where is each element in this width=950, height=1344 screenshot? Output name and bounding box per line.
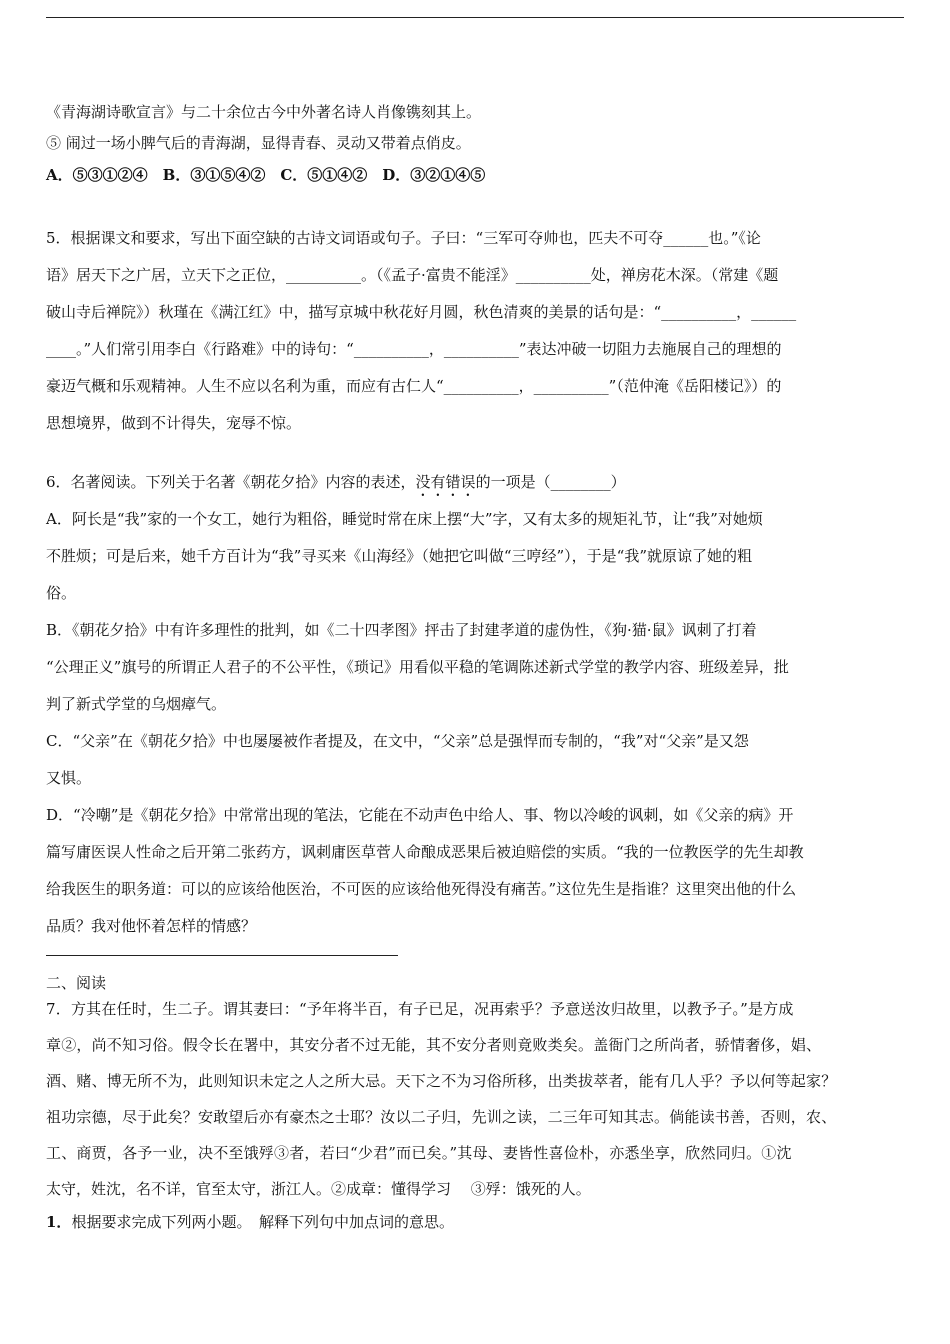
q6-option-a-cont: 不胜烦；可是后来，她千方百计为“我”寻买来《山海经》（她把它叫做“三哼经”），于是“我”就原谅了她的粗 [46,547,753,565]
q6-option-c-cont: 又惧。 [46,769,92,787]
q6-option-b-cont: 判了新式学堂的乌烟瘴气。 [46,695,227,713]
q6-option-b: B．《朝花夕拾》中有许多理性的批判，如《二十四孝图》抨击了封建孝道的虚伪性，《狗·猫·鼠》讽刺了打着 [46,621,757,639]
section-heading: 二、阅读 [46,974,107,992]
q6-option-a: A．阿长是“我”家的一个女工，她行为粗俗，睡觉时常在床上摆“大”字，又有太多的规矩礼节，让“我”对她烦 [46,510,763,528]
q6-option-d: D．“冷嘲”是《朝花夕拾》中常常出现的笔法，它能在不动声色中给人、事、物以冷峻的讽刺，如《父亲的病》开 [46,806,794,824]
q6-option-c: C．“父亲”在《朝花夕拾》中也屡屡被作者提及，在文中，“父亲”总是强悍而专制的，“我”对“父亲”是又怨 [46,732,749,750]
q5-line: 破山寺后禅院》）秋瑾在《满江红》中，描写京城中秋花好月圆，秋色清爽的美景的话句是：“__________，______ [46,303,797,321]
q6-stem-after: 的一项是（________） [475,473,626,491]
passage-line: 祖功宗德，尽于此矣？安敢望后亦有豪杰之士耶？汝以二子归，先训之读，二三年可知其志。倘能读书善，否则，农、 [46,1108,837,1126]
q6-option-a-cont: 俗。 [46,584,77,602]
q6-option-b-cont: “公理正义”旗号的所谓正人君子的不公平性，《琐记》用看似平稳的笔调陈述新式学堂的教学内容、班级差异，批 [46,658,789,676]
q5-line: 豪迈气概和乐观精神。人生不应以名利为重，而应有古仁人“__________，__________”（范仲淹《岳阳楼记》）的 [46,377,782,395]
q4-options: A．⑤③①②④ B．③①⑤④② C．⑤①④② D．③②①④⑤ [46,166,486,184]
q6-option-d-cont: 篇写庸医误人性命之后开第二张药方，讽刺庸医草菅人命酿成恶果后被迫赔偿的实质。“我的一位教医学的先生却教 [46,843,804,861]
q4-sentence-5: ⑤ 闹过一场小脾气后的青海湖，显得青春、灵动又带着点俏皮。 [46,134,471,152]
header-rule [46,17,904,18]
sub-question-number: 1． [46,1213,72,1231]
sub-question [46,1212,906,1232]
passage-line: 章②，尚不知习俗。假令长在署中，其安分者不过无能，其不安分者则竟败类矣。盖衙门之所尚者，骄情奢侈，娼、 [46,1036,822,1054]
passage-line: 7．方其在任时，生二子。谓其妻曰：“予年将半百，有子已足，况再索乎？予意送汝归故里，以教予子。”是方成 [46,1000,794,1018]
q6-stem [46,472,906,492]
answer-line [46,955,398,956]
q6-stem-before: 6．名著阅读。下列关于名著《朝花夕拾》内容的表述， [46,473,416,491]
q6-stem-emphasis: 没有错误 [415,473,476,491]
question-4-tail [46,102,906,185]
q5-line: 思想境界，做到不计得失，宠辱不惊。 [46,414,302,432]
classical-passage [46,999,906,1163]
section-reading [46,973,906,1232]
passage-line: 工、商贾，各予一业，决不至饿殍③者，若曰“少君”而已矣。”其母、妻皆性喜俭朴，亦悉坐享，欣然同归。①沈 [46,1144,792,1162]
q4-text-line: 《青海湖诗歌宣言》与二十余位古今中外著名诗人肖像镌刻其上。 [46,103,482,121]
q5-line: 5．根据课文和要求，写出下面空缺的古诗文词语或句子。子曰：“三军可夺帅也，匹夫不可夺______也。”《论 [46,229,761,247]
passage-line: 酒、赌、博无所不为，此则知识未定之人之所大忌。天下之不为习俗所移，出类拔萃者，能有几人乎？予以何等起家？ [46,1072,837,1090]
sub-question-text: 根据要求完成下列两小题。 解释下列句中加点词的意思。 [71,1213,454,1231]
q5-line: 语》居天下之广居，立天下之正位，__________。（《孟子·富贵不能淫》__________处，禅房花木深。（常建《题 [46,266,779,284]
q5-line: ____。”人们常引用李白《行路难》中的诗句：“__________，__________”表达冲破一切阻力去施展自己的理想的 [46,340,782,358]
q6-option-d-cont: 品质？我对他怀着怎样的情感？ [46,917,257,935]
q6-option-d-cont: 给我医生的职务道：可以的应该给他医治，不可医的应该给他死得没有痛苦。”这位先生是指谁？这里突出他的什么 [46,880,797,898]
passage-notes: 太守，姓沈，名不详，官至太守，浙江人。②成章：懂得学习 ③殍：饿死的人。 [46,1180,591,1198]
question-5 [46,228,906,433]
question-6 [46,472,906,936]
